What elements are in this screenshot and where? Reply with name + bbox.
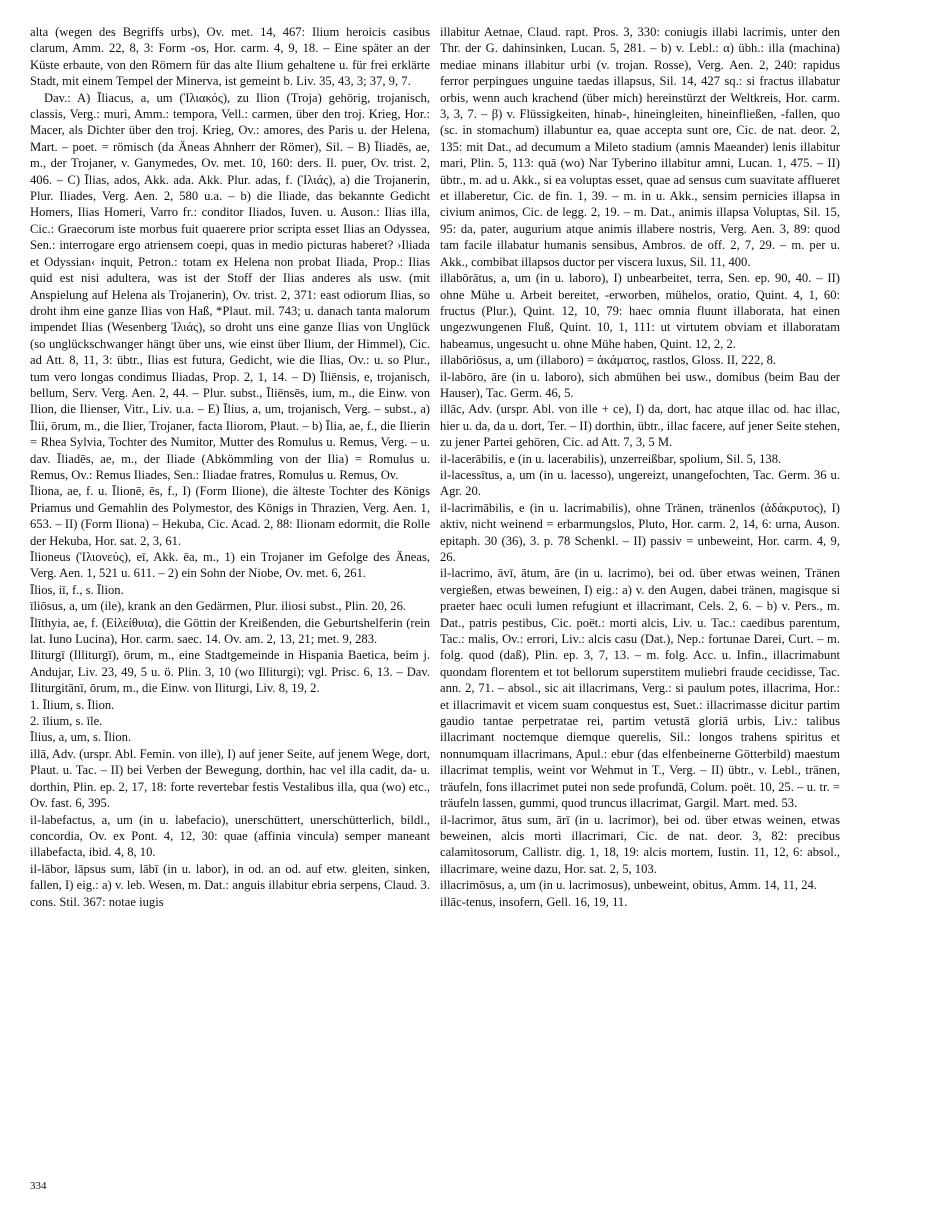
dictionary-entry: il-lābor, lāpsus sum, lābī (in u. labor), in od. an od. auf etw. gleiten, sinken, fallen, I) eig.: a) v. leb. Wesen, m. Dat.: anguis illabitur ebria serpens, Claud. 3. cons. Stil. 367: notae iugis: [30, 861, 430, 909]
dictionary-entry: Īliona, ae, f. u. Īlionē, ēs, f., I) (Form Ilione), die älteste Tochter des Königs Priamus und Gemahlin des Polymestor, des Königs in Thrazien, Verg. Aen. 1, 653. – II) (Form Iliona) – Hekuba, Cic. Acad. 2, 88: Ilionam edormit, die Rolle der Hekuba, Hor. sat. 2, 3, 61.: [30, 484, 430, 548]
dictionary-entry: il-lacessītus, a, um (in u. lacesso), ungereizt, unangefochten, Tac. Germ. 36 u. Agr. 20.: [440, 467, 840, 499]
dictionary-entry: Īlīthyia, ae, f. (Εἰλείθυια), die Göttin der Kreißenden, die Geburtshelferin (rein lat. Iuno Lucina), Hor. carm. saec. 14. Ov. am. 2, 13, 21; met. 9, 283.: [30, 615, 430, 647]
dictionary-entry: illabōrātus, a, um (in u. laboro), I) unbearbeitet, terra, Sen. ep. 90, 40. – II) ohne Mühe u. Arbeit bereitet, -erworben, mühelos, oratio, Quint. 4, 1, 60: fructus (Plur.), Quint. 12, 10, 79: haec omnia fluunt illaborata, hat einen ungezwungenen Fluß, Quint. 10, 1, 111: ut virtutem obviam et illaboratam habeamus, ungesucht u. ohne Mühe haben, Quint. 12, 2, 2.: [440, 271, 840, 351]
dictionary-entry: Dav.: A) Īliacus, a, um (Ἰλιακός), zu Ilion (Troja) gehörig, trojanisch, classis, Verg.: muri, Amm.: tempora, Vell.: carmen, über den troj. Krieg, Hor.: Macer, als Dichter über den troj. Krieg, Ov.: amores, des Paris u. der Helena, Mart. – poet. = römisch (da Äneas Ahnherr der Römer), Sil. – B) Īliadēs, ae, m., der Trojaner, v. Ganymedes, Ov. met. 10, 160: ders. Il. puer, Ov. trist. 2, 406. – C) Īlias, ados, Akk. ada. Akk. Plur. adas, f. (Ἰλιάς), a) die Trojanerin, Plur. Iliades, Verg. Aen. 2, 580 u.a. – b) die Iliade, das bekannte Gedicht Homers, Ilias Homeri, Varro fr.: conditor Iliados, Iuven. u. Auson.: Ilias illa, Cic.: Graecorum iste morbus fuit quaerere prior scripta esset Ilias an Odyssea, Sen.: interrogare ergo atriensem coepi, quas in medio picturas haberet? ›Iliada et Odyssian‹ inquit, Petron.: totam ex Helena non probat Iliada, Prop.: Ilias quid est nisi adultera, was ist der Stoff der Ilias anderes als usw. (mit Anspielung auf Helena als Trojanerin), Ov. trist. 2, 371: east odiorum Ilias, so droht ihm eine ganze Ilias von Haß, *Plaut. mil. 743; u. danach tanta malorum impendet Ilias (Wesenberg Ἰλιάς), so droht uns eine ganze Ilias von Unglück (so unglückschwanger hängt über uns, wie einst über Ilium, der Himmel), Cic. ad Att. 8, 11, 3: übtr., Ilias est futura, Gedicht, wie die Ilias, Ov.: u. so Plur., tum vero longas condimus Iliadas, Prop. 2, 1, 14. – D) Īliēnsis, e, trojanisch, bellum, Serv. Verg. Aen. 2, 44. – Plur. subst., Īliēnsēs, ium, m., die Einw. von Ilion, die Ilienser, Vitr., Liv. u.a. – E) Īlius, a, um, trojanisch, Verg. – subst., a) Īlii, ōrum, m., die Ilier, Trojaner, facta Iliorom, Plaut. – b) Īlia, ae, f., die Ilierin = Rhea Sylvia, Tochter des Numitor, Mutter des Romulus u. Remus, Verg. – u. dav. Īliadēs, ae, m., der Iliade (Abkömmling von der Ilia) = Romulus u. Remus, Ov.: Remus Iliades, Sen.: Iliadae fratres, Romulus u. Remus, Ov.: [30, 90, 430, 482]
dictionary-entry: il-labefactus, a, um (in u. labefacio), unerschüttert, unerschütterlich, bildl., concordia, Ov. ex Pont. 4, 12, 30: quae (affinia vincula) semper maneant illabefacta, ibid. 4, 8, 10.: [30, 812, 430, 860]
dictionary-entry: illā, Adv. (urspr. Abl. Femin. von ille), I) auf jener Seite, auf jenem Wege, dort, Plaut. u. Tac. – II) bei Verben der Bewegung, dorthin, hac vel illa cadit, da- u. dorthin, Plin. ep. 2, 17, 18: forte revertebar festis Vestalibus illa, qua (wo) etc., Ov. fast. 6, 395.: [30, 746, 430, 811]
dictionary-entry: 2. īlium, s. īle.: [30, 714, 103, 729]
dictionary-entry: illacrimōsus, a, um (in u. lacrimosus), unbeweint, obitus, Amm. 14, 11, 24.: [440, 878, 817, 893]
dictionary-entry: illāc, Adv. (urspr. Abl. von ille + ce), I) da, dort, hac atque illac od. hac illac, hier u. da, da u. dort, Ter. – II) dorthin, übtr., illac facere, auf jener Seite stehen, zu jener Partei gehören, Cic. ad Att. 7, 3, 5 M.: [440, 402, 840, 450]
left-column: [30, 24, 430, 910]
dictionary-entry: Īlioneus (Ἰλιονεύς), eī, Akk. ēa, m., 1) ein Trojaner im Gefolge des Äneas, Verg. Aen. 1, 521 u. 611. – 2) ein Sohn der Niobe, Ov. met. 6, 261.: [30, 550, 430, 581]
dictionary-entry: Īlius, a, um, s. Īlion.: [30, 730, 132, 745]
dictionary-entry: il-lacrimo, āvī, ātum, āre (in u. lacrimo), bei od. über etwas weinen, Tränen vergießen, etwas beweinen, I) eig.: a) v. den Augen, dabei tränen, magisque si praeter haec oculi lumen refugiunt et illacrimant, Cels. 2, 6. – b) v. Pers., m. Dat., patris pestibus, Cic. poët.: morti alcis, Liv. u. Tac.: caedibus parentum, Tac.: malis, Ov.: errori, Liv.: alcis casu (Dat.), Nep.: fortunae Darei, Curt. – m. folg. quod (daß), Plin. ep. 3, 7, 13. – m. folg. Acc. u. Infin., illacrimabunt quondam florentem et tot bellorum superstitem muliebri fraude cecidisse, Tac. ann. 2, 71. – absol., sic ait illacrimans, Verg.: si paulum potes, illacrima, Hor.: et illacrimavit et vicem suam conquestus est, Suet.: illacrimasse dicitur partim gaudio tantae perpetratae rei, partim vetustā gloriā urbis, Liv.: talibus illacrimant noctemque diemque querelis, Sil.: longos trahens spiritus et nonnumquam illacrimans, Apul.: ebur (das elfenbeinerne Götterbild) maestum illacrimat templis, weint vor Wehmut in T., Verg. – II) übtr., v. Lebl., tränen, träufeln, fons illacrimet putei non sede profundā, Colum. poët. 10, 25. – u. tr. = träufeln lassen, gummi, quod truncus illacrimat, Gargil. Mart. med. 53.: [440, 566, 840, 811]
dictionary-entry: īliōsus, a, um (ile), krank an den Gedärmen, Plur. iliosi subst., Plin. 20, 26.: [30, 599, 407, 614]
dictionary-entry: il-labōro, āre (in u. laboro), sich abmühen bei usw., domibus (beim Bau der Hauser), Tac. Germ. 46, 5.: [440, 369, 840, 400]
dictionary-entry: il-lacrimābilis, e (in u. lacrimabilis), ohne Tränen, tränenlos (ἀδάκρυτος), I) aktiv, nicht weinend = erbarmungslos, Pluto, Hor. carm. 2, 14, 6: urna, Auson. epitaph. 30 (36), 3. p. 78 Schenkl. – II) passiv = unbeweint, Hor. carm. 4, 9, 26.: [440, 500, 840, 564]
dictionary-entry: alta (wegen des Begriffs urbs), Ov. met. 14, 467: Ilium heroicis casibus clarum, Amm. 22, 8, 3: Form -os, Hor. carm. 4, 9, 18. – Eine später an der Küste erbaute, von den Römern für das alte Ilium gehaltene u. für frei erklärte Stadt, mit einem Tempel der Minerva, ist gemeint b. Liv. 35, 43, 3; 37, 9, 7.: [30, 25, 430, 89]
dictionary-entry: 1. Īlium, s. Īlion.: [30, 697, 115, 712]
dictionary-entry: illabōriōsus, a, um (illaboro) = ἀκάματος, rastlos, Gloss. II, 222, 8.: [440, 353, 777, 368]
right-column: [440, 24, 840, 910]
page-number: 334: [30, 1180, 47, 1192]
dictionary-entry: illabitur Aetnae, Claud. rapt. Pros. 3, 330: coniugis illabi lacrimis, unter den Thr. der G. dahinsinken, Lucan. 5, 281. – b) v. Lebl.: α) übh.: illa (machina) mediae minans illabitur urbi (v. trojan. Rosse), Verg. Aen. 2, 240: rapidus ferror perpingues unguine taedas illapsus, Sil. 14, 427 sq.: si fractus illabatur orbis, wenn auch krachend (über mich) hereinstürzt der Weltkreis, Hor. carm. 3, 3, 7. – β) v. Flüssigkeiten, hinab-, hineingleiten, hineinfließen, -fallen, quo (sc. in stomachum) illabuntur ea, quae accepta sunt ore, Cic. de nat. deor. 2, 135: mit Dat., ad decumum a Mileto stadium (amnis Maeander) lenis illabitur mari, Plin. 5, 113: quā (wo) Nar Tyberino illabitur amni, Lucan. 1, 475. – II) übtr., m. ad u. Akk., si ea voluptas esset, quae ad sensus cum suavitate afflueret et illaberetur, Cic. de fin. 1, 39. – m. in u. Akk., sensim pernicies illapsa in civium animos, Cic. de legg. 2, 19. – m. Dat., animis illapsa Voluptas, Sil. 15, 95: da, pater, augurium atque animis illabere nostris, Verg. Aen. 3, 89: quod tam facile illabatur humanis sensibus, Ambros. de off. 2, 7, 29. – m. per u. Akk., combibat illapsos ductor per viscera luxus, Sil. 11, 400.: [440, 25, 840, 269]
dictionary-entry: il-lacrimor, ātus sum, ārī (in u. lacrimor), bei od. über etwas weinen, etwas beweinen, alcis morti illacrimari, Cic. de nat. deor. 3, 82: precibus calamitosorum, Callistr. dig. 1, 18, 19: alcis mortem, Iustin. 11, 12, 6: absol., illacrimare, weine dazu, Hor. sat. 2, 5, 103.: [440, 812, 840, 876]
dictionary-entry: Iliturgī (Illiturgī), ōrum, m., eine Stadtgemeinde in Hispania Baetica, beim j. Andujar, Liv. 23, 49, 5 u. ö. Plin. 3, 10 (wo Illiturgi); vgl. Prisc. 6, 13. – Dav. Iliturgitānī, ōrum, m., die Einw. von Iliturgi, Liv. 8, 19, 2.: [30, 648, 430, 696]
dictionary-entry: Īlios, iī, f., s. Īlion.: [30, 582, 124, 597]
dictionary-entry: illāc-tenus, insofern, Gell. 16, 19, 11.: [440, 894, 628, 909]
dictionary-entry: il-lacerābilis, e (in u. lacerabilis), unzerreißbar, spolium, Sil. 5, 138.: [440, 451, 782, 466]
